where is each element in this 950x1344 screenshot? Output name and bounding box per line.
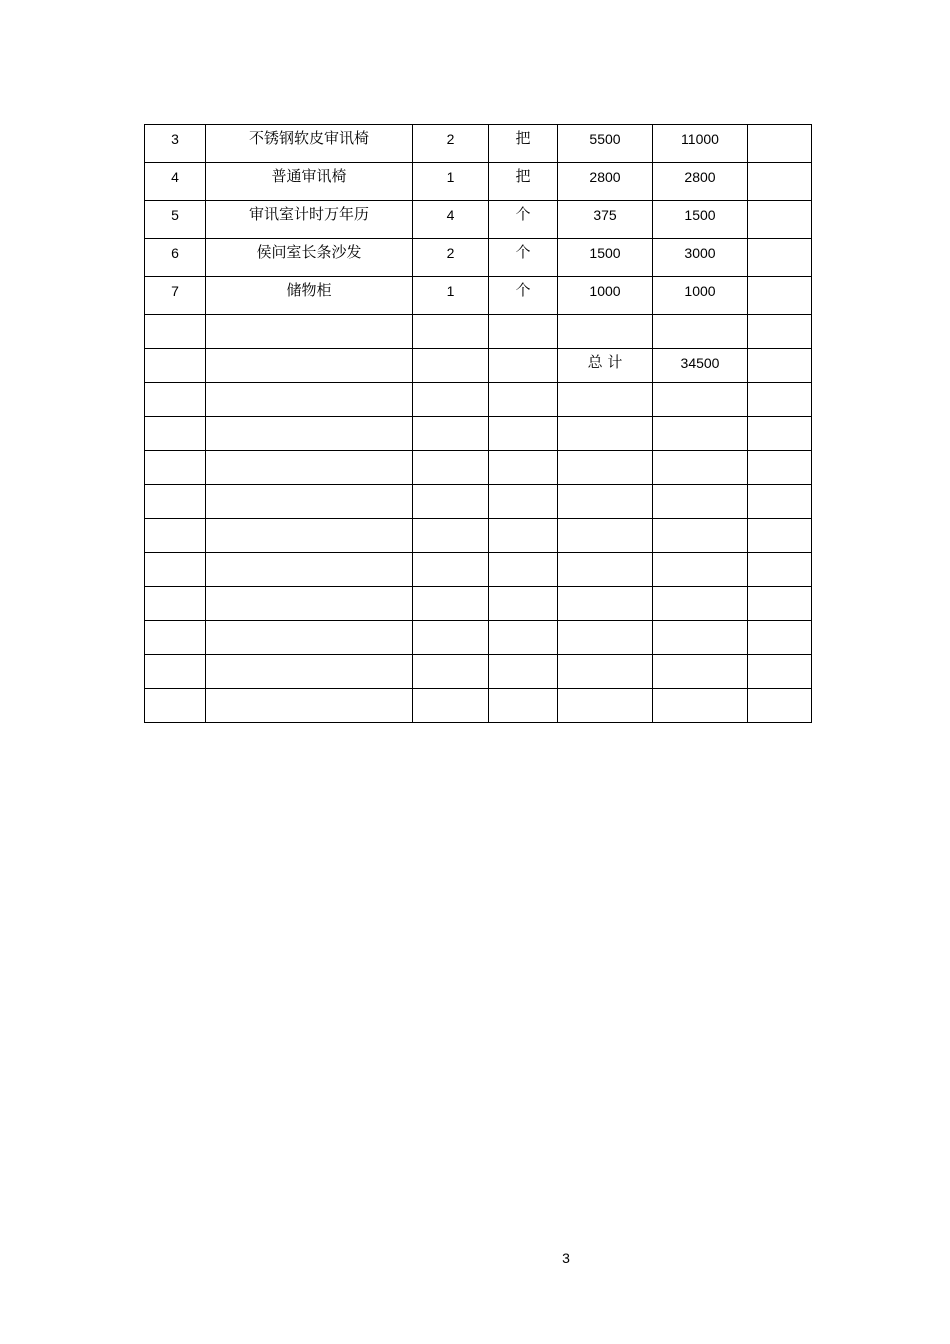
cell-item-name — [206, 239, 413, 277]
cell-text — [653, 655, 747, 660]
cell-text — [206, 519, 412, 523]
cell-text — [653, 519, 747, 524]
cell-unit — [489, 451, 558, 485]
cell-remark — [748, 349, 812, 383]
cell-text — [206, 621, 412, 625]
cell-text: 2 — [446, 131, 455, 147]
cell-text — [653, 587, 747, 592]
cell-remark — [748, 239, 812, 277]
cell-unit — [489, 163, 558, 201]
cell-text: 375 — [593, 207, 617, 223]
cell-text — [413, 315, 488, 320]
cell-quantity — [413, 621, 489, 655]
cell-text: 审讯室计时万年历 — [248, 205, 369, 223]
cell-quantity — [413, 655, 489, 689]
table-row — [145, 689, 812, 723]
cell-item-name — [206, 349, 413, 383]
cell-quantity — [413, 125, 489, 163]
cell-text — [206, 485, 412, 489]
cell-text — [748, 239, 811, 244]
cell-text: 普通审讯椅 — [271, 167, 347, 185]
cell-item-name — [206, 621, 413, 655]
cell-text — [413, 451, 488, 456]
cell-text: 6 — [171, 245, 179, 261]
cell-index — [145, 451, 206, 485]
cell-quantity — [413, 201, 489, 239]
cell-text — [145, 519, 205, 524]
cell-item-name — [206, 315, 413, 349]
cell-text — [748, 349, 811, 354]
cell-text — [748, 383, 811, 388]
cell-text — [653, 451, 747, 456]
cell-index — [145, 201, 206, 239]
cell-amount — [653, 587, 748, 621]
cell-item-name — [206, 587, 413, 621]
cell-text — [748, 519, 811, 524]
cell-text — [413, 587, 488, 592]
cell-amount — [653, 201, 748, 239]
cell-text — [558, 587, 652, 592]
table-row — [145, 349, 812, 383]
cell-text — [558, 519, 652, 524]
cell-quantity — [413, 553, 489, 587]
cell-index — [145, 277, 206, 315]
table-row — [145, 451, 812, 485]
cell-unit-price — [558, 315, 653, 349]
cell-index — [145, 655, 206, 689]
cell-text — [489, 383, 557, 387]
cell-text — [748, 125, 811, 130]
cell-text — [206, 383, 412, 387]
table-body — [145, 125, 812, 723]
table-row — [145, 587, 812, 621]
cell-index — [145, 349, 206, 383]
cell-amount — [653, 383, 748, 417]
cell-text — [206, 655, 412, 659]
cell-text: 个 — [515, 281, 531, 299]
cell-amount — [653, 553, 748, 587]
cell-unit-price — [558, 519, 653, 553]
cell-item-name — [206, 417, 413, 451]
cell-item-name — [206, 689, 413, 723]
cell-text: 1500 — [684, 207, 716, 223]
cell-unit-price — [558, 349, 653, 383]
cell-text — [489, 349, 557, 353]
cell-text — [145, 417, 205, 422]
cell-text: 34500 — [680, 355, 720, 371]
cell-text — [748, 587, 811, 592]
cell-text — [145, 587, 205, 592]
cell-text — [206, 553, 412, 557]
cell-text: 3000 — [684, 245, 716, 261]
cell-item-name — [206, 125, 413, 163]
table-row — [145, 239, 812, 277]
table-row — [145, 485, 812, 519]
cell-index — [145, 383, 206, 417]
cell-amount — [653, 315, 748, 349]
cell-text: 不锈钢软皮审讯椅 — [248, 129, 369, 147]
cell-item-name — [206, 163, 413, 201]
cell-text — [489, 621, 557, 625]
cell-text: 把 — [515, 129, 531, 147]
cell-text — [558, 689, 652, 694]
cell-text — [145, 451, 205, 456]
cell-unit-price — [558, 451, 653, 485]
cell-amount — [653, 163, 748, 201]
cell-text — [413, 689, 488, 694]
cell-text: 储物柜 — [286, 281, 332, 299]
cell-quantity — [413, 519, 489, 553]
table-row — [145, 553, 812, 587]
cell-quantity — [413, 485, 489, 519]
cell-index — [145, 621, 206, 655]
cell-remark — [748, 383, 812, 417]
table-row — [145, 201, 812, 239]
cell-remark — [748, 163, 812, 201]
cell-text — [489, 485, 557, 489]
cell-text: 2800 — [589, 169, 621, 185]
cell-text — [748, 689, 811, 694]
cell-unit-price — [558, 239, 653, 277]
cell-text: 3 — [171, 131, 179, 147]
cell-text — [489, 451, 557, 455]
cell-text — [145, 485, 205, 490]
cell-text — [748, 277, 811, 282]
cell-remark — [748, 621, 812, 655]
cell-quantity — [413, 349, 489, 383]
cell-text — [206, 587, 412, 591]
cell-unit-price — [558, 689, 653, 723]
cell-amount — [653, 349, 748, 383]
cell-text — [489, 587, 557, 591]
cell-text — [489, 315, 557, 319]
cell-text — [653, 689, 747, 694]
cell-text: 1000 — [684, 283, 716, 299]
cell-text — [413, 383, 488, 388]
cell-remark — [748, 125, 812, 163]
cell-text — [413, 655, 488, 660]
cell-text: 个 — [515, 205, 531, 223]
cell-index — [145, 485, 206, 519]
cell-text — [558, 485, 652, 490]
cell-text — [653, 315, 747, 320]
cell-text — [145, 689, 205, 694]
cell-text — [413, 553, 488, 558]
cell-item-name — [206, 655, 413, 689]
cell-text — [748, 451, 811, 456]
cell-item-name — [206, 451, 413, 485]
cell-text — [413, 349, 488, 354]
table-row — [145, 125, 812, 163]
cell-unit — [489, 125, 558, 163]
cell-unit-price — [558, 587, 653, 621]
cell-unit-price — [558, 277, 653, 315]
cell-text — [145, 621, 205, 626]
cell-remark — [748, 417, 812, 451]
cell-text — [558, 383, 652, 388]
table-row — [145, 163, 812, 201]
cell-text — [489, 519, 557, 523]
cell-text — [145, 383, 205, 388]
cell-remark — [748, 315, 812, 349]
cell-text — [206, 349, 412, 353]
cell-index — [145, 417, 206, 451]
cell-unit-price — [558, 655, 653, 689]
cell-quantity — [413, 587, 489, 621]
cell-unit-price — [558, 553, 653, 587]
cell-amount — [653, 485, 748, 519]
cell-text — [489, 689, 557, 693]
cell-unit — [489, 239, 558, 277]
cell-text: 5500 — [589, 131, 621, 147]
cell-amount — [653, 519, 748, 553]
cell-text: 2800 — [684, 169, 716, 185]
cell-text: 2 — [446, 245, 455, 261]
cell-index — [145, 553, 206, 587]
cell-unit — [489, 315, 558, 349]
cell-index — [145, 689, 206, 723]
page-number: 3 — [562, 1250, 570, 1266]
cell-text — [489, 417, 557, 421]
cell-text — [558, 451, 652, 456]
cell-text — [748, 553, 811, 558]
cell-unit-price — [558, 485, 653, 519]
cell-text: 侯问室长条沙发 — [256, 243, 362, 261]
cell-unit — [489, 277, 558, 315]
cell-unit-price — [558, 621, 653, 655]
cell-text — [206, 315, 412, 319]
cell-index — [145, 125, 206, 163]
table-row — [145, 417, 812, 451]
table-row — [145, 621, 812, 655]
cell-unit — [489, 553, 558, 587]
cell-index — [145, 587, 206, 621]
cell-item-name — [206, 519, 413, 553]
cell-quantity — [413, 239, 489, 277]
cell-quantity — [413, 383, 489, 417]
table-row — [145, 383, 812, 417]
cell-amount — [653, 125, 748, 163]
cell-unit — [489, 485, 558, 519]
cell-text: 把 — [515, 167, 531, 185]
cell-text: 1500 — [589, 245, 621, 261]
cell-item-name — [206, 485, 413, 519]
cell-unit — [489, 587, 558, 621]
cell-unit — [489, 201, 558, 239]
cell-text: 11000 — [681, 131, 719, 147]
cell-text: 1 — [446, 283, 455, 299]
cell-text — [145, 315, 205, 320]
cell-quantity — [413, 315, 489, 349]
cell-item-name — [206, 277, 413, 315]
cell-text — [206, 689, 412, 693]
equipment-cost-table — [144, 124, 812, 723]
cell-unit — [489, 655, 558, 689]
cell-text — [145, 553, 205, 558]
cell-text — [653, 417, 747, 422]
cell-text — [558, 655, 652, 660]
cell-quantity — [413, 163, 489, 201]
cell-remark — [748, 485, 812, 519]
cell-text: 7 — [171, 283, 179, 299]
cell-unit — [489, 689, 558, 723]
cell-remark — [748, 587, 812, 621]
cell-text — [748, 485, 811, 490]
cell-remark — [748, 553, 812, 587]
cell-index — [145, 315, 206, 349]
cell-text — [413, 485, 488, 490]
cell-remark — [748, 689, 812, 723]
cell-unit-price — [558, 383, 653, 417]
cell-quantity — [413, 417, 489, 451]
cell-remark — [748, 277, 812, 315]
cell-text: 个 — [515, 243, 531, 261]
cell-text — [558, 417, 652, 422]
table-row — [145, 519, 812, 553]
cell-amount — [653, 277, 748, 315]
cell-text — [145, 655, 205, 660]
cell-text: 1000 — [589, 283, 621, 299]
cell-text — [489, 553, 557, 557]
cell-text — [558, 621, 652, 626]
cell-quantity — [413, 277, 489, 315]
table-row — [145, 277, 812, 315]
cell-amount — [653, 655, 748, 689]
cell-remark — [748, 655, 812, 689]
cell-text — [558, 315, 652, 320]
cell-quantity — [413, 451, 489, 485]
cell-amount — [653, 451, 748, 485]
table-row — [145, 655, 812, 689]
cell-quantity — [413, 689, 489, 723]
cell-text: 4 — [446, 207, 455, 223]
cell-text — [748, 201, 811, 206]
cell-index — [145, 519, 206, 553]
cell-item-name — [206, 383, 413, 417]
cell-unit — [489, 383, 558, 417]
cell-text — [413, 417, 488, 422]
cell-amount — [653, 417, 748, 451]
cell-text — [653, 485, 747, 490]
cell-text — [145, 349, 205, 354]
cell-unit-price — [558, 125, 653, 163]
cell-amount — [653, 689, 748, 723]
cell-text — [748, 621, 811, 626]
cell-text — [206, 451, 412, 455]
cell-remark — [748, 451, 812, 485]
cell-text: 4 — [171, 169, 179, 185]
cell-text — [748, 163, 811, 168]
cell-text — [489, 655, 557, 659]
cell-item-name — [206, 201, 413, 239]
cell-text — [653, 553, 747, 558]
cell-unit-price — [558, 201, 653, 239]
cell-amount — [653, 621, 748, 655]
cell-text: 1 — [446, 169, 455, 185]
cell-unit-price — [558, 163, 653, 201]
cell-unit-price — [558, 417, 653, 451]
cell-remark — [748, 201, 812, 239]
cell-unit — [489, 621, 558, 655]
cell-text — [748, 315, 811, 320]
cell-unit — [489, 417, 558, 451]
cell-remark — [748, 519, 812, 553]
cell-index — [145, 163, 206, 201]
cell-amount — [653, 239, 748, 277]
cell-text — [653, 383, 747, 388]
cell-index — [145, 239, 206, 277]
cell-text — [748, 417, 811, 422]
table-row — [145, 315, 812, 349]
cell-text — [413, 621, 488, 626]
cell-unit — [489, 519, 558, 553]
cell-item-name — [206, 553, 413, 587]
cell-text — [653, 621, 747, 626]
cell-text — [413, 519, 488, 524]
cell-text: 5 — [171, 207, 179, 223]
cell-text — [558, 553, 652, 558]
cell-unit — [489, 349, 558, 383]
cell-text: 总 计 — [587, 353, 623, 371]
cell-text — [206, 417, 412, 421]
cell-text — [748, 655, 811, 660]
